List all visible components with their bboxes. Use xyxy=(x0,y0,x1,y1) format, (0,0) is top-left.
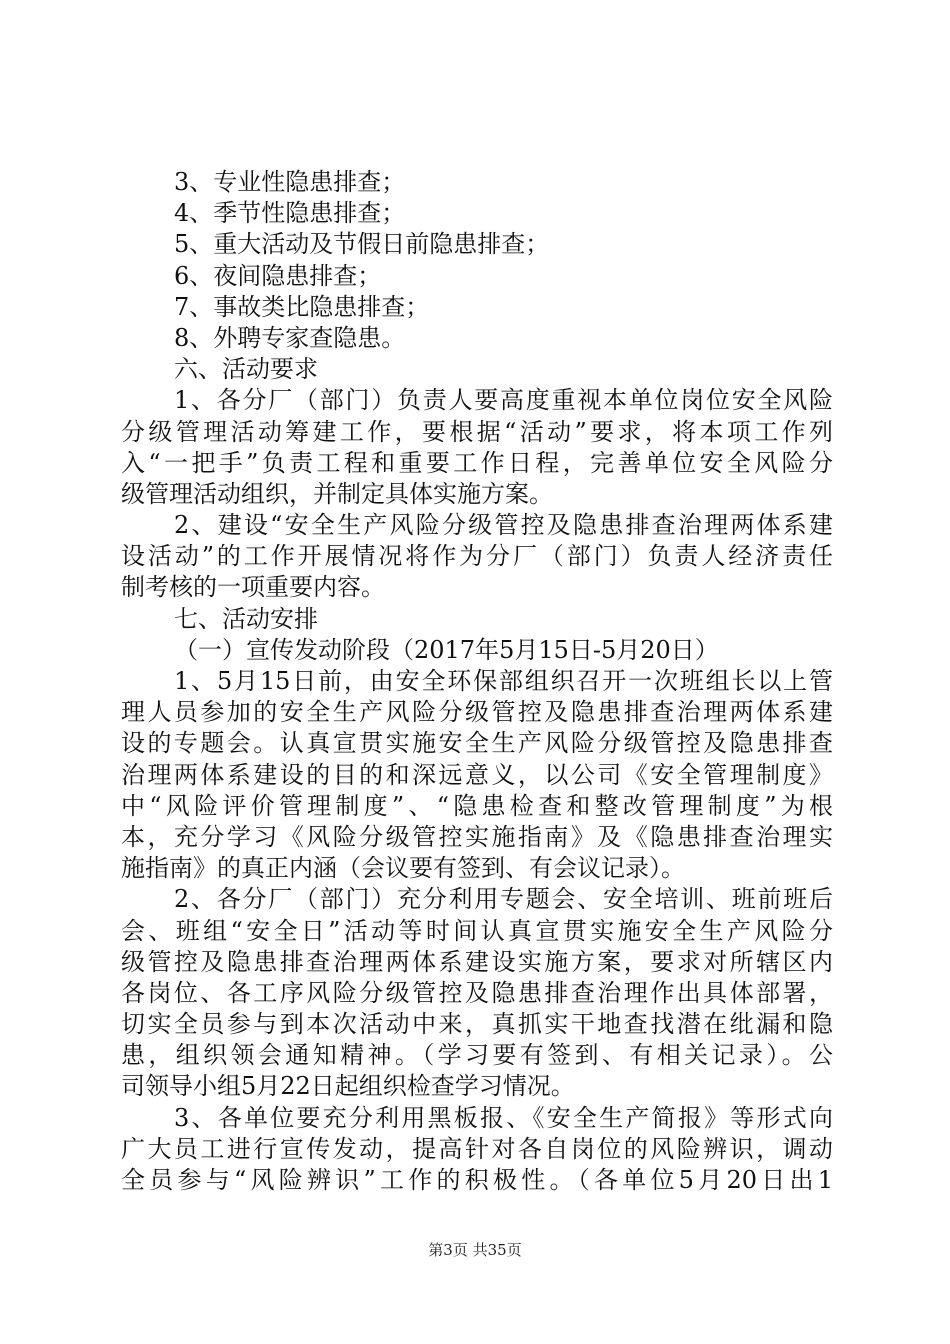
text-line: 会、班组“安全日”活动等时间认真宣贯实施安全生产风险分 xyxy=(121,916,833,945)
text-line: 2、建设“安全生产风险分级管控及隐患排查治理两体系建 xyxy=(174,511,833,540)
text-line: 5、重大活动及节假日前隐患排查； xyxy=(174,230,550,259)
text-line: 1、各分厂（部门）负责人要高度重视本单位岗位安全风险 xyxy=(174,386,833,415)
text-line: 2、各分厂（部门）充分利用专题会、安全培训、班前班后 xyxy=(174,885,833,914)
text-line: 8、外聘专家查隐患。 xyxy=(174,323,406,352)
text-line: 本，充分学习《风险分级管控实施指南》及《隐患排查治理实 xyxy=(121,822,833,851)
text-line: 3、专业性隐患排查； xyxy=(174,168,406,196)
text-line: 级管理活动组织，并制定具体实施方案。 xyxy=(121,479,553,508)
text-line: 施指南》的真正内涵（会议要有签到、有会议记录）。 xyxy=(121,854,685,883)
text-line: 六、活动要求 xyxy=(174,355,318,384)
text-line: 入“一把手”负责工程和重要工作日程，完善单位安全风险分 xyxy=(121,448,833,477)
text-line: 设的专题会。认真宣贯实施安全生产风险分级管控及隐患排查 xyxy=(121,729,833,758)
text-line: 治理两体系建设的目的和深远意义，以公司《安全管理制度》 xyxy=(121,760,833,789)
text-line: 患，组织领会通知精神。（学习要有签到、有相关记录）。公 xyxy=(121,1041,833,1070)
text-line: 中“风险评价管理制度”、“隐患检查和整改管理制度”为根 xyxy=(121,791,833,820)
text-line: 1、5月15日前，由安全环保部组织召开一次班组长以上管 xyxy=(174,667,833,695)
text-line: 级管控及隐患排查治理两体系建设实施方案，要求对所辖区内 xyxy=(121,947,833,976)
text-line: 3、各单位要充分利用黑板报、《安全生产简报》等形式向 xyxy=(174,1103,833,1132)
text-line: 6、夜间隐患排查； xyxy=(174,261,382,290)
text-line: 司领导小组5月22日起组织检查学习情况。 xyxy=(121,1072,575,1101)
text-line: 分级管理活动筹建工作，要根据“活动”要求，将本项工作列 xyxy=(121,417,833,446)
text-line: 全员参与“风险辨识”工作的积极性。（各单位5月20日出1 xyxy=(121,1166,833,1194)
text-line: （一）宣传发动阶段（2017年5月15日-5月20日） xyxy=(174,635,719,664)
text-line: 七、活动安排 xyxy=(174,604,318,633)
text-line: 设活动”的工作开展情况将作为分厂（部门）负责人经济责任 xyxy=(121,542,833,571)
text-line: 广大员工进行宣传发动，提高针对各自岗位的风险辨识，调动 xyxy=(121,1134,833,1163)
page-footer: 第3页 共35页 xyxy=(428,1241,522,1259)
document-body xyxy=(121,167,833,1196)
text-line: 切实全员参与到本次活动中来，真抓实干地查找潜在纰漏和隐 xyxy=(121,1010,833,1039)
text-line: 制考核的一项重要内容。 xyxy=(121,573,385,602)
text-line: 理人员参加的安全生产风险分级管控及隐患排查治理两体系建 xyxy=(121,698,833,727)
text-line: 4、季节性隐患排查； xyxy=(174,199,406,228)
text-line: 7、事故类比隐患排查； xyxy=(174,292,430,321)
text-line: 各岗位、各工序风险分级管控及隐患排查治理作出具体部署， xyxy=(121,978,833,1007)
